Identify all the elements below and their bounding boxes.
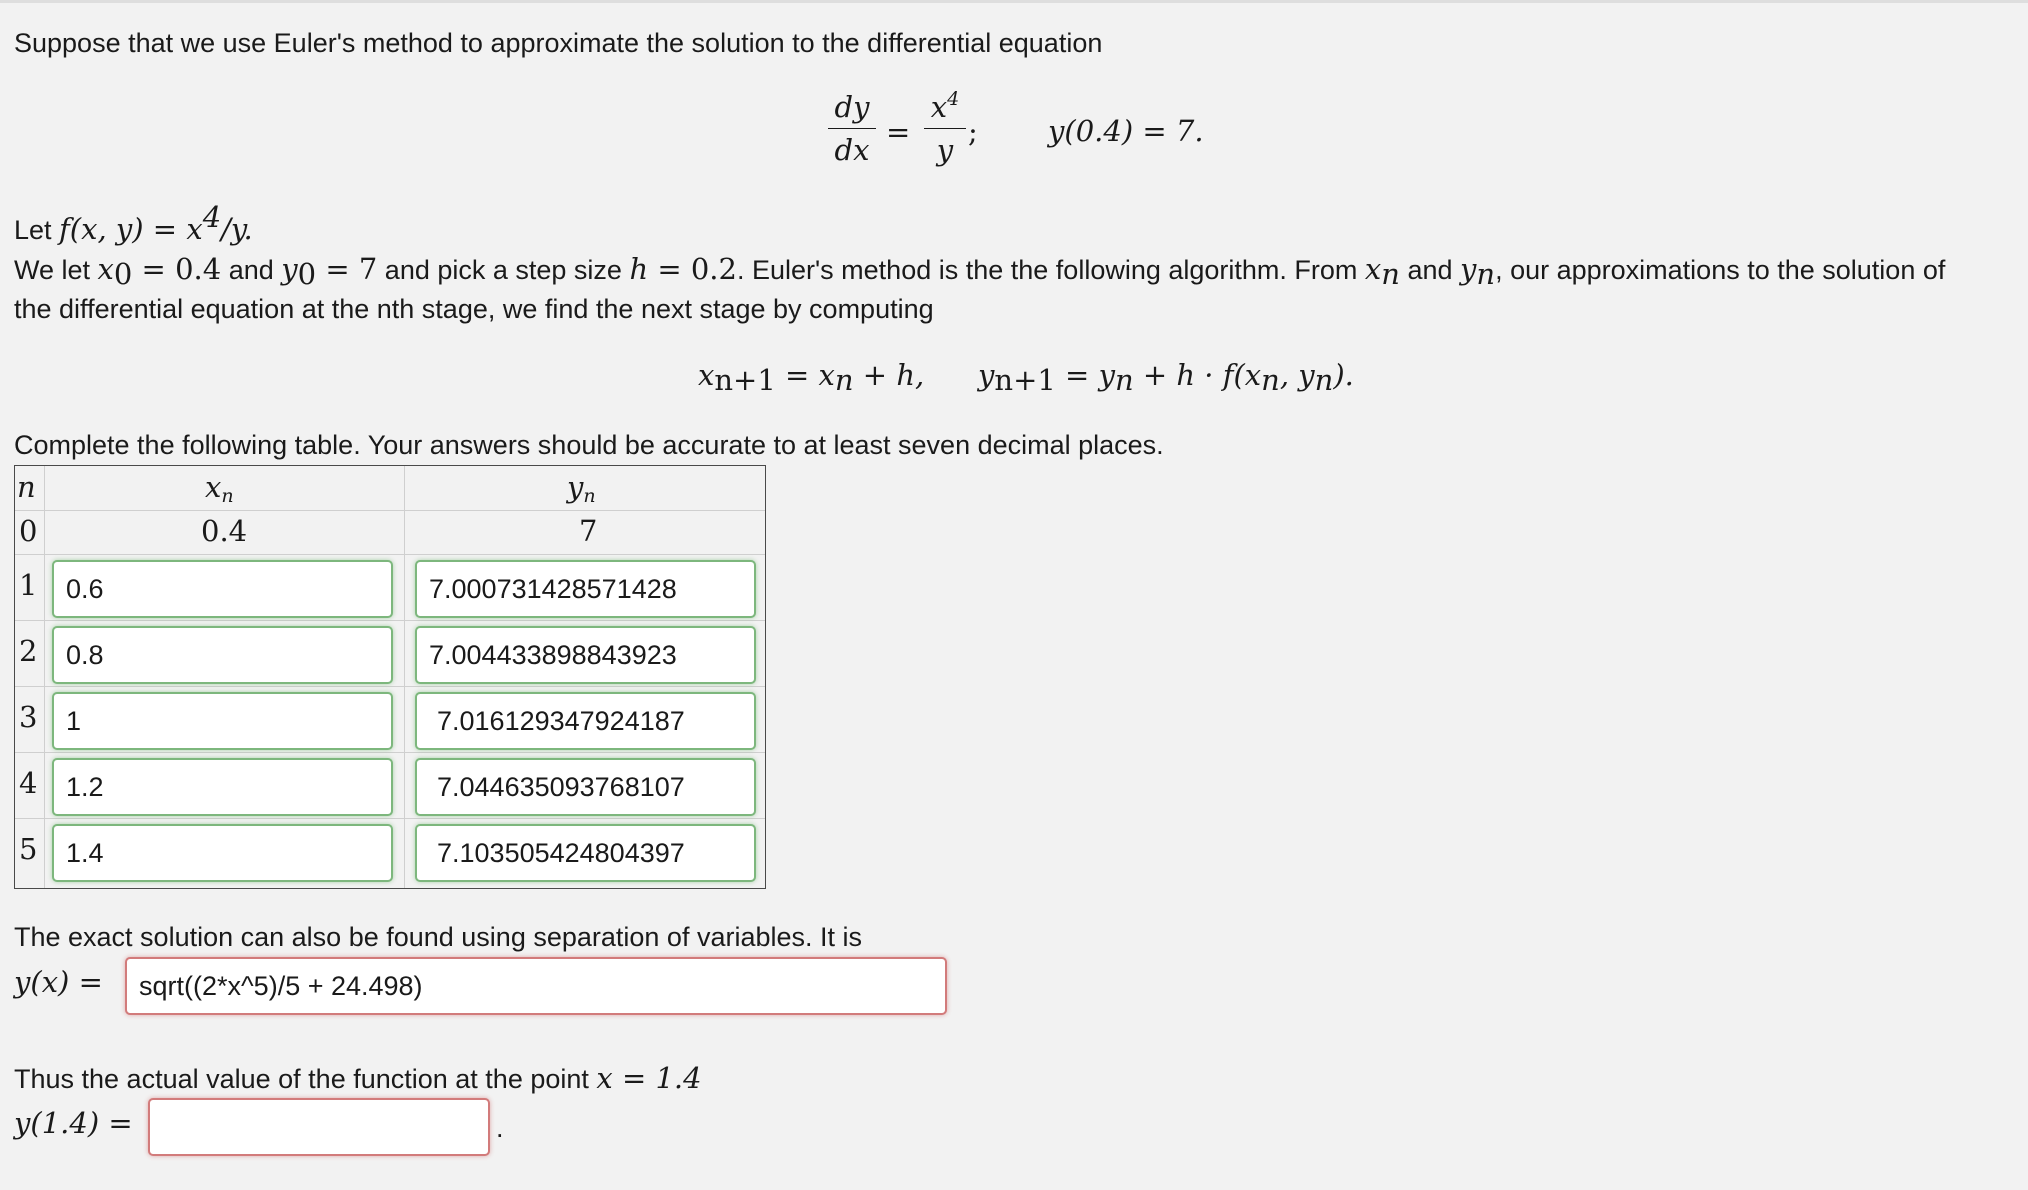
actual-text: Thus the actual value of the function at the point xyxy=(14,1064,597,1094)
actual-period: . xyxy=(496,1113,504,1143)
row1-y-input[interactable]: 7.000731428571428 xyxy=(415,560,756,618)
ode-rhs-num: x xyxy=(930,90,948,124)
step-text-1: We let xyxy=(14,255,98,285)
row4-y-input[interactable]: 7.044635093768107 xyxy=(415,758,756,816)
alg-y-end: ). xyxy=(1333,358,1354,392)
header-x: x xyxy=(205,470,222,504)
ode-rhs xyxy=(924,90,966,167)
ode-equals: = xyxy=(886,115,911,149)
alg-x-right: + h, xyxy=(853,358,925,392)
ode-dx: dx xyxy=(834,133,870,167)
row4-x-input[interactable]: 1.2 xyxy=(52,758,393,816)
row0-n: 0 xyxy=(19,514,38,548)
row4-n: 4 xyxy=(19,766,38,800)
x0-symbol: x xyxy=(97,252,114,286)
initial-condition: y(0.4) = 7. xyxy=(1048,114,1204,148)
row2-x-input[interactable]: 0.8 xyxy=(52,626,393,684)
table-instructions: Complete the following table. Your answers should be accurate to at least seven decimal places. xyxy=(14,430,1164,460)
h-value: = 0.2 xyxy=(648,252,737,286)
step-text-3: and pick a step size xyxy=(377,255,630,285)
algorithm-y xyxy=(978,358,1354,397)
row2-n: 2 xyxy=(19,634,38,668)
step-text-2: and xyxy=(221,255,282,285)
row5-y-input[interactable]: 7.103505424804397 xyxy=(415,824,756,882)
header-x-sub: n xyxy=(221,485,234,507)
y0-sub: 0 xyxy=(297,257,317,291)
alg-y-mid-sub: n xyxy=(1114,363,1134,397)
let-f-suffix: /y. xyxy=(221,212,253,246)
header-y-sub: n xyxy=(583,485,596,507)
ode-dy-dx xyxy=(828,90,876,167)
let-f-math: f(x, y) = x xyxy=(59,212,203,246)
y0-value: = 7 xyxy=(316,252,378,286)
x0-sub: 0 xyxy=(113,257,133,291)
step-text-5: and xyxy=(1399,255,1461,285)
exact-solution-input[interactable]: sqrt((2*x^5)/5 + 24.498) xyxy=(125,957,947,1015)
let-prefix: Let xyxy=(14,215,60,245)
top-divider xyxy=(0,0,2028,3)
alg-y-comma: , y xyxy=(1279,358,1315,392)
exact-label: y(x) = xyxy=(14,965,103,999)
alg-y-mid: = y xyxy=(1055,358,1115,392)
alg-y-left: y xyxy=(978,358,995,392)
header-n: n xyxy=(17,470,36,504)
yn-symbol: y xyxy=(1460,252,1477,286)
alg-y-right: + h · f(x xyxy=(1133,358,1262,392)
algorithm-x xyxy=(698,358,925,397)
row0-x: 0.4 xyxy=(201,514,248,548)
x0-value: = 0.4 xyxy=(132,252,222,286)
xn-symbol: x xyxy=(1364,252,1382,286)
ode-dy: dy xyxy=(834,90,870,124)
alg-x-mid: = x xyxy=(775,358,835,392)
step-text-6: , our approximations to the solution of xyxy=(1495,255,1946,285)
row3-x-input[interactable]: 1 xyxy=(52,692,393,750)
alg-y-sub1: n xyxy=(1261,363,1280,397)
alg-x-left: x xyxy=(698,358,715,392)
yn-sub: n xyxy=(1476,257,1496,291)
row3-y-input[interactable]: 7.016129347924187 xyxy=(415,692,756,750)
ode-rhs-den: y xyxy=(936,133,954,167)
row1-n: 1 xyxy=(19,568,38,602)
let-f-line xyxy=(14,200,253,250)
header-y: y xyxy=(567,470,584,504)
intro-text: Suppose that we use Euler's method to approximate the solution to the differential equation xyxy=(14,28,1103,58)
row5-x-input[interactable]: 1.4 xyxy=(52,824,393,882)
actual-math: x = 1.4 xyxy=(596,1061,702,1095)
row3-n: 3 xyxy=(19,700,38,734)
step-line-1 xyxy=(14,249,1945,290)
alg-y-sub2: n xyxy=(1314,363,1334,397)
xn-sub: n xyxy=(1381,257,1400,291)
let-f-exp: 4 xyxy=(202,200,222,234)
actual-value-input[interactable] xyxy=(148,1098,490,1156)
row5-n: 5 xyxy=(19,832,38,866)
h-symbol: h xyxy=(629,252,649,286)
actual-label: y(1.4) = xyxy=(14,1106,133,1140)
alg-x-left-sub: n+1 xyxy=(714,363,776,397)
ode-rhs-exp: 4 xyxy=(947,88,960,110)
actual-value-text xyxy=(14,1058,702,1099)
exact-solution-text: The exact solution can also be found using separation of variables. It is xyxy=(14,922,863,952)
euler-table xyxy=(14,465,766,889)
row2-y-input[interactable]: 7.004433898843923 xyxy=(415,626,756,684)
step-line-2: the differential equation at the nth stage, we find the next stage by computing xyxy=(14,294,934,324)
y0-symbol: y xyxy=(281,252,298,286)
ode-semicolon: ; xyxy=(968,115,978,149)
row1-x-input[interactable]: 0.6 xyxy=(52,560,393,618)
step-text-4: . Euler's method is the the following algorithm. From xyxy=(736,255,1365,285)
row0-y: 7 xyxy=(579,514,598,548)
header-yn xyxy=(567,470,596,507)
alg-x-mid-sub: n xyxy=(834,363,854,397)
header-xn xyxy=(205,470,234,507)
alg-y-left-sub: n+1 xyxy=(994,363,1056,397)
